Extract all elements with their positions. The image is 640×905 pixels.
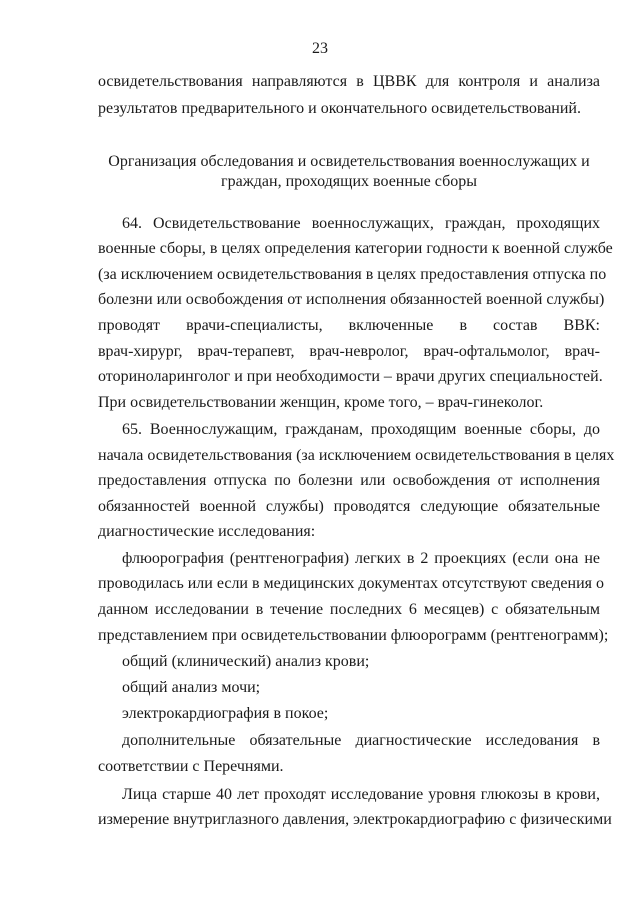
list-item-first-line: флюорография (рентгенография) легких в 2 проекциях (если она не: [122, 550, 600, 567]
text-line: (за исключением освидетельствования в целях предоставления отпуска по: [98, 266, 607, 283]
list-item: общий (клинический) анализ крови;: [122, 653, 370, 670]
text-line: болезни или освобождения от исполнения обязанностей военной службы): [98, 291, 605, 308]
text-line: освидетельствования направляются в ЦВВК для контроля и анализа: [98, 73, 600, 90]
text-line: предоставления отпуска по болезни или освобождения от исполнения: [98, 472, 600, 489]
text-line: оториноларинголог и при необходимости – врачи других специальностей.: [98, 368, 603, 385]
paragraph-first-line: Лица старше 40 лет проходят исследование уровня глюкозы в крови,: [122, 786, 600, 803]
list-item-first-line: дополнительные обязательные диагностические исследования в: [122, 732, 600, 749]
text-line: представлением при освидетельствовании флюорограмм (рентгенограмм);: [98, 627, 609, 644]
text-line: результатов предварительного и окончательного освидетельствований.: [98, 100, 581, 117]
text-line: врач-хирург, врач-терапевт, врач-невролог, врач-офтальмолог, врач-: [98, 343, 600, 360]
text-line: При освидетельствовании женщин, кроме того, – врач-гинеколог.: [98, 394, 544, 411]
page-number: 23: [312, 40, 328, 57]
text-line: начала освидетельствования (за исключением освидетельствования в целях: [98, 447, 615, 464]
paragraph-65-first-line: 65. Военнослужащим, гражданам, проходящим военные сборы, до: [122, 421, 600, 438]
text-line: соответствии с Перечнями.: [98, 758, 284, 775]
list-item: электрокардиография в покое;: [122, 705, 329, 722]
text-line: проводилась или если в медицинских документах отсутствуют сведения о: [98, 575, 605, 592]
section-heading: Организация обследования и освидетельствования военнослужащих и: [108, 153, 590, 170]
text-line: данном исследовании в течение последних 6 месяцев) с обязательным: [98, 601, 600, 618]
text-line: проводят врачи-специалисты, включенные в состав ВВК:: [98, 317, 600, 334]
paragraph-64-first-line: 64. Освидетельствование военнослужащих, граждан, проходящих: [122, 215, 600, 232]
section-heading: граждан, проходящих военные сборы: [221, 173, 477, 190]
list-item: общий анализ мочи;: [122, 679, 261, 696]
text-line: военные сборы, в целях определения категории годности к военной службе: [98, 240, 613, 257]
text-line: диагностические исследования:: [98, 523, 316, 540]
text-line: обязанностей военной службы) проводятся следующие обязательные: [98, 498, 600, 515]
text-line: измерение внутриглазного давления, электрокардиографию с физическими: [98, 811, 612, 828]
